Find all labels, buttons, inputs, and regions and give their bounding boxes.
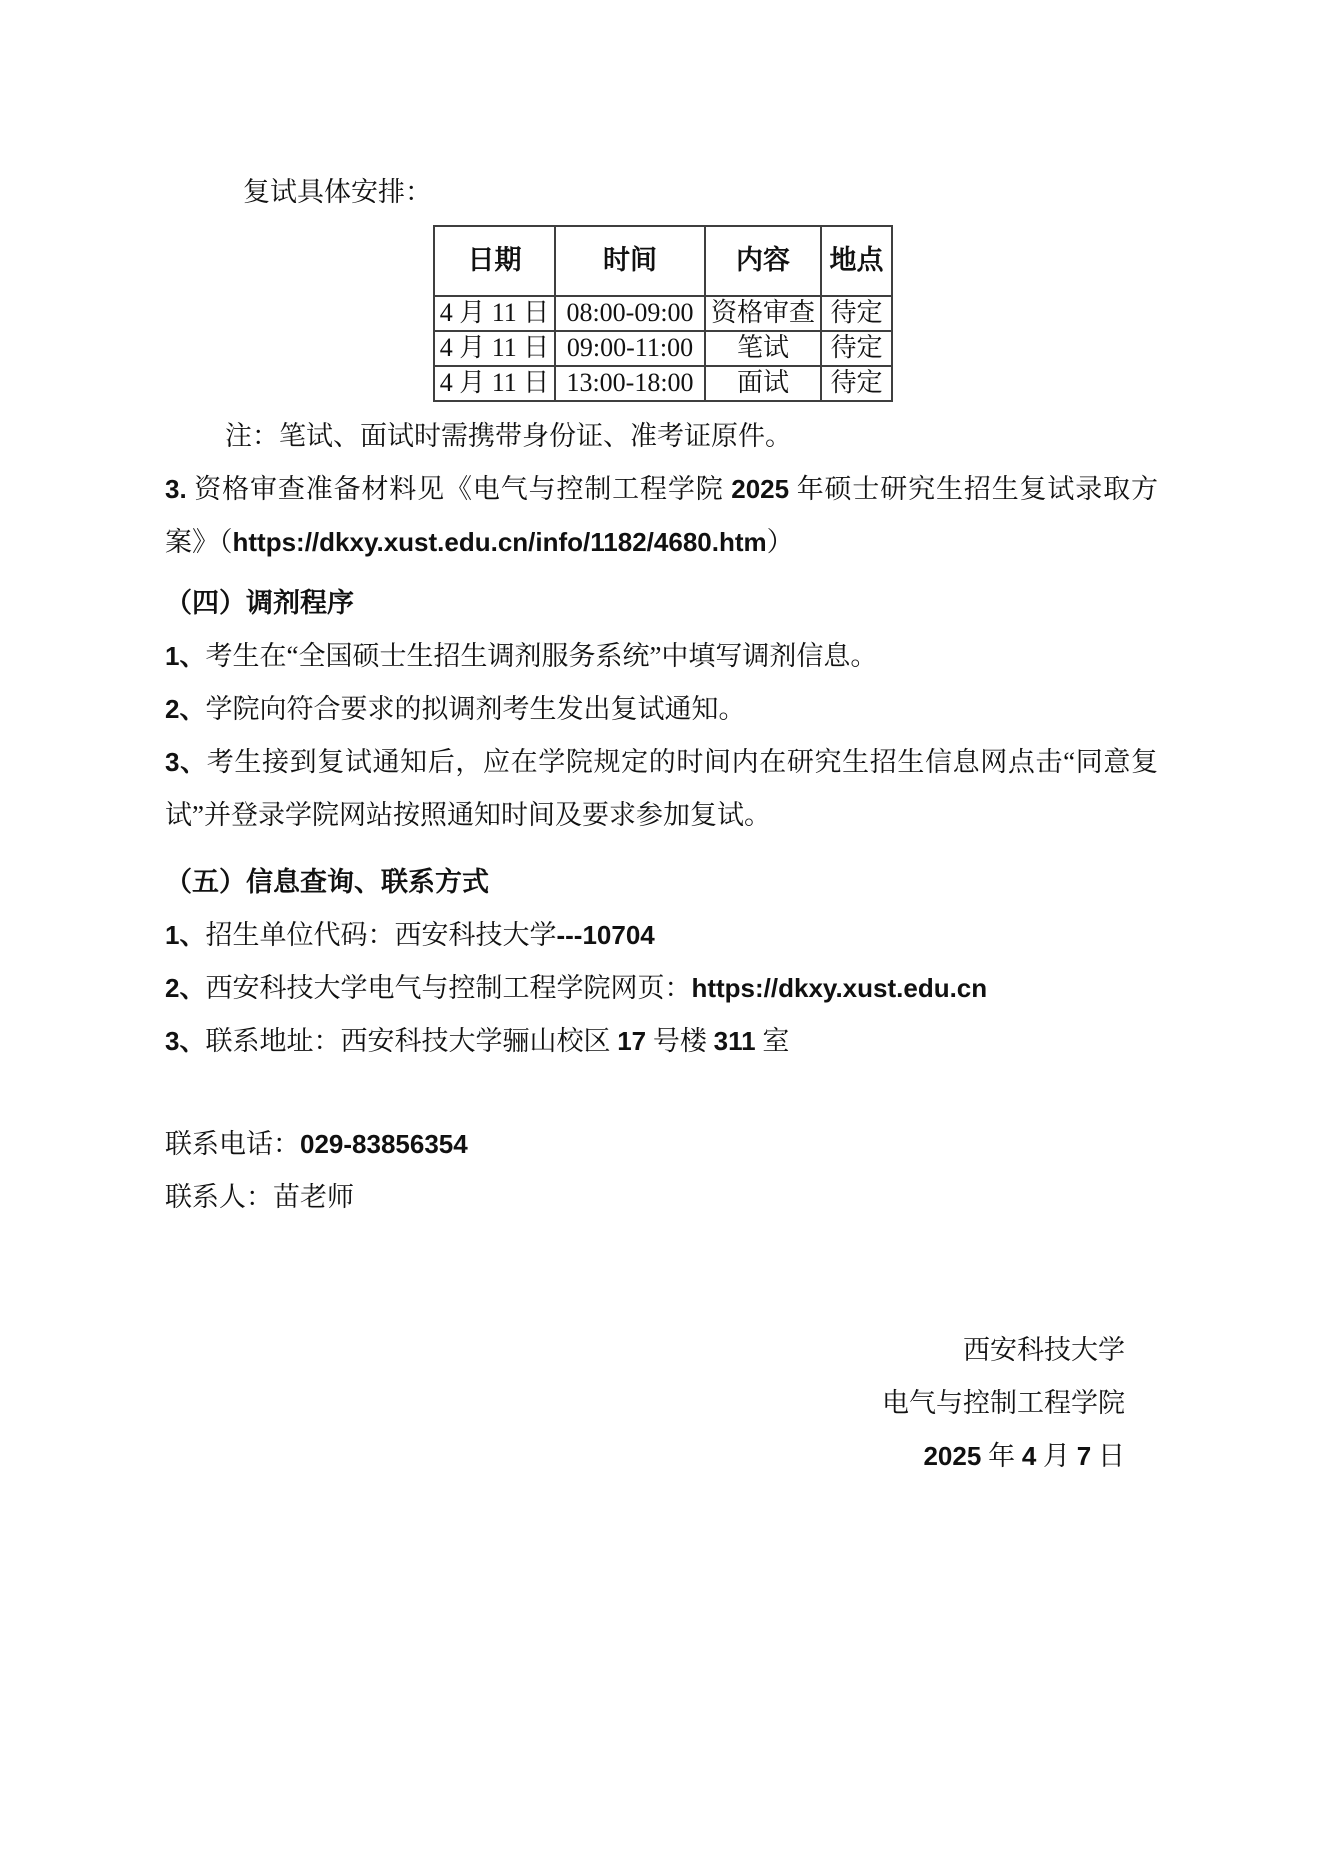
signature-date: [165, 1430, 1125, 1483]
table-cell-content: 资格审查: [705, 296, 821, 331]
table-cell-place: 待定: [821, 331, 892, 366]
section4-item-1: [165, 630, 1158, 683]
plan-url: https://dkxy.xust.edu.cn/info/1182/4680.htm: [232, 527, 767, 557]
section5-item-3: [165, 1015, 1158, 1068]
table-note: [165, 410, 1158, 463]
table-cell-date: 4 月 11 日: [434, 331, 555, 366]
room-number: 311: [713, 1026, 756, 1056]
list-text: 室: [755, 1026, 790, 1056]
section4-item-3: [165, 736, 1158, 842]
table-cell-date: 4 月 11 日: [434, 296, 555, 331]
paragraph-text: 年硕士研究生招生复试录取方案》（: [165, 474, 1158, 557]
section5-item-1: [165, 909, 1158, 962]
table-header-date: 日期: [434, 226, 555, 296]
college-url: https://dkxy.xust.edu.cn: [691, 973, 988, 1003]
signature-block: [165, 1324, 1158, 1483]
table-cell-place: 待定: [821, 296, 892, 331]
signature-college: 电气与控制工程学院: [882, 1388, 1125, 1418]
date-text: 年: [981, 1441, 1022, 1471]
date-year: 2025: [923, 1441, 982, 1471]
table-row: [434, 331, 892, 366]
list-number: 3、: [165, 747, 207, 777]
section5-item-2: [165, 962, 1158, 1015]
section4-item-2: [165, 683, 1158, 736]
list-text: 学院向符合要求的拟调剂考生发出复试通知。: [205, 694, 746, 724]
note-text: 注：笔试、面试时需携带身份证、准考证原件。: [225, 421, 792, 451]
list-number: 1、: [165, 920, 206, 950]
unit-code: ---10704: [556, 920, 655, 950]
list-text: 考生在“全国硕士生招生调剂服务系统”中填写调剂信息。: [205, 641, 878, 671]
paragraph-text: 资格审查准备材料见《电气与控制工程学院: [186, 474, 732, 504]
paragraph-text: ）: [766, 527, 794, 557]
building-number: 17: [617, 1026, 647, 1056]
list-text: 考生接到复试通知后，应在学院规定的时间内在研究生招生信息网点击“同意复试”并登录学院网站按照通知时间及要求参加复试。: [165, 747, 1158, 830]
list-number: 1、: [165, 641, 206, 671]
table-cell-time: 09:00-11:00: [555, 331, 705, 366]
phone-number: 029-83856354: [300, 1129, 468, 1159]
contact-person: 联系人：苗老师: [165, 1182, 354, 1212]
section4-title: （四）调剂程序: [165, 588, 354, 618]
signature-university: 西安科技大学: [963, 1335, 1125, 1365]
intro-line: [165, 166, 1158, 219]
table-header-content: 内容: [705, 226, 821, 296]
table-cell-content: 面试: [705, 366, 821, 401]
list-number: 2、: [165, 694, 206, 724]
table-header-row: [434, 226, 892, 296]
contact-phone-line: [165, 1118, 1158, 1171]
list-text: 号楼: [646, 1026, 714, 1056]
paragraph-number: 3.: [165, 474, 187, 504]
contact-person-line: [165, 1171, 1158, 1224]
list-text: 联系地址：西安科技大学骊山校区: [205, 1026, 618, 1056]
date-day: 7: [1076, 1441, 1092, 1471]
date-text: 月: [1036, 1441, 1077, 1471]
date-month: 4: [1021, 1441, 1037, 1471]
intro-text: 复试具体安排：: [243, 177, 432, 207]
table-row: [434, 366, 892, 401]
section5-title: （五）信息查询、联系方式: [165, 867, 489, 897]
table-cell-date: 4 月 11 日: [434, 366, 555, 401]
table-cell-place: 待定: [821, 366, 892, 401]
list-text: 招生单位代码：西安科技大学: [205, 920, 557, 950]
list-number: 3、: [165, 1026, 206, 1056]
date-text: 日: [1091, 1441, 1125, 1471]
table-header-place: 地点: [821, 226, 892, 296]
schedule-table: [433, 225, 893, 402]
contact-block: [165, 1118, 1158, 1224]
list-number: 2、: [165, 973, 206, 1003]
table-cell-time: 08:00-09:00: [555, 296, 705, 331]
table-cell-content: 笔试: [705, 331, 821, 366]
paragraph-materials: [165, 463, 1158, 569]
list-text: 西安科技大学电气与控制工程学院网页：: [205, 973, 692, 1003]
table-cell-time: 13:00-18:00: [555, 366, 705, 401]
table-row: [434, 296, 892, 331]
year-value: 2025: [731, 474, 790, 504]
table-header-time: 时间: [555, 226, 705, 296]
phone-label: 联系电话：: [165, 1129, 300, 1159]
